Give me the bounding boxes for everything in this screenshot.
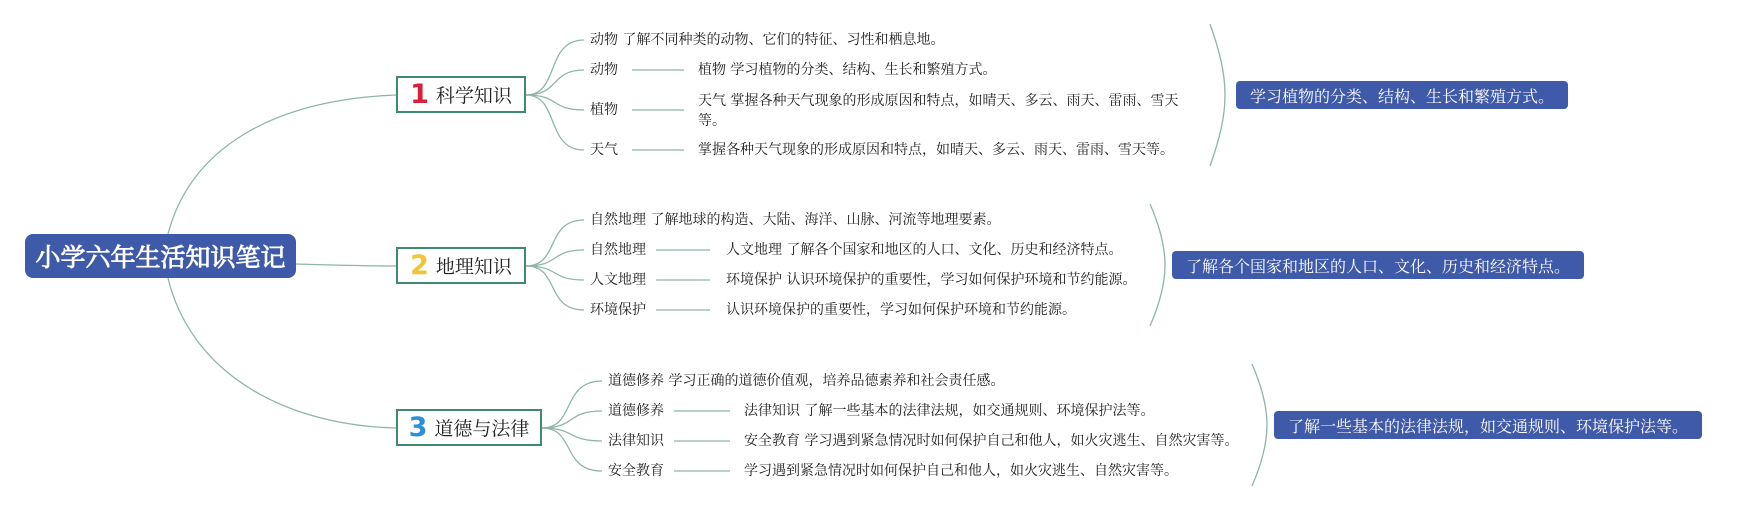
b2-first-connector (526, 220, 584, 266)
b3-row2-label[interactable]: 法律知识 (608, 433, 664, 449)
b3-first-leaf[interactable]: 道德修养 学习正确的道德价值观，培养品德素养和社会责任感。 (608, 373, 1005, 389)
root-branch1-connector (168, 95, 396, 234)
branch-geography[interactable] (396, 247, 526, 284)
number-three-marker: 3 (408, 412, 428, 443)
b2-row2-note[interactable]: 环境保护 认识环境保护的重要性，学习如何保护环境和节约能源。 (726, 272, 1137, 288)
b1-summary[interactable]: 学习植物的分类、结构、生长和繁殖方式。 (1236, 81, 1568, 109)
b1-first-connector (526, 40, 584, 95)
b1-row2-note[interactable]: 天气 掌握各种天气现象的形成原因和特点，如晴天、多云、雨天、雷雨、雪天等。 (698, 93, 1179, 129)
b2-row1-note[interactable]: 人文地理 了解各个国家和地区的人口、文化、历史和经济特点。 (726, 242, 1123, 258)
b3-row3-label[interactable]: 安全教育 (608, 463, 664, 479)
branch-science[interactable] (396, 76, 526, 113)
b2-row2-label[interactable]: 人文地理 (590, 272, 646, 288)
b2-row3-label[interactable]: 环境保护 (590, 302, 646, 318)
number-two-marker: 2 (410, 250, 429, 281)
b2-row1-label[interactable]: 自然地理 (590, 242, 646, 258)
b2-summary[interactable]: 了解各个国家和地区的人口、文化、历史和经济特点。 (1172, 251, 1584, 279)
b2-row3-note[interactable]: 认识环境保护的重要性，学习如何保护环境和节约能源。 (726, 302, 1076, 318)
b3-summary-brace (1252, 364, 1267, 486)
root-branch3-connector (168, 278, 396, 428)
b1-row2-label[interactable]: 植物 (590, 102, 618, 118)
branch-morality-law[interactable] (396, 409, 542, 446)
branch-label: 道德与法律 (434, 418, 530, 440)
b3-row1-label[interactable]: 道德修养 (608, 403, 664, 419)
b3-summary[interactable]: 了解一些基本的法律法规，如交通规则、环境保护法等。 (1274, 411, 1702, 439)
b3-first-connector (542, 381, 602, 428)
b1-row1-note[interactable]: 植物 学习植物的分类、结构、生长和繁殖方式。 (698, 62, 997, 78)
b2-row1-connector (526, 250, 584, 266)
b1-summary-brace (1210, 24, 1225, 166)
b1-row3-note[interactable]: 掌握各种天气现象的形成原因和特点，如晴天、多云、雨天、雷雨、雪天等。 (698, 142, 1174, 158)
b3-row1-note[interactable]: 法律知识 了解一些基本的法律法规，如交通规则、环境保护法等。 (744, 403, 1155, 419)
number-one-marker: 1 (410, 79, 429, 110)
b1-row3-label[interactable]: 天气 (590, 142, 618, 158)
b1-row1-label[interactable]: 动物 (590, 62, 618, 78)
root-topic[interactable]: 小学六年生活知识笔记 (25, 234, 296, 278)
b1-row1-connector (526, 70, 584, 95)
b1-row2-connector (526, 95, 584, 110)
b3-row2-note[interactable]: 安全教育 学习遇到紧急情况时如何保护自己和他人，如火灾逃生、自然灾害等。 (744, 433, 1239, 449)
b3-row1-connector (542, 411, 602, 428)
branch-label: 科学知识 (435, 85, 512, 107)
branch-label: 地理知识 (435, 256, 512, 278)
b2-first-leaf[interactable]: 自然地理 了解地球的构造、大陆、海洋、山脉、河流等地理要素。 (590, 212, 1001, 228)
b2-row2-connector (526, 266, 584, 280)
b1-first-leaf[interactable]: 动物 了解不同种类的动物、它们的特征、习性和栖息地。 (590, 32, 945, 48)
b2-summary-brace (1150, 204, 1165, 326)
root-branch2-connector (296, 264, 396, 266)
b3-row3-note[interactable]: 学习遇到紧急情况时如何保护自己和他人，如火灾逃生、自然灾害等。 (744, 463, 1178, 479)
